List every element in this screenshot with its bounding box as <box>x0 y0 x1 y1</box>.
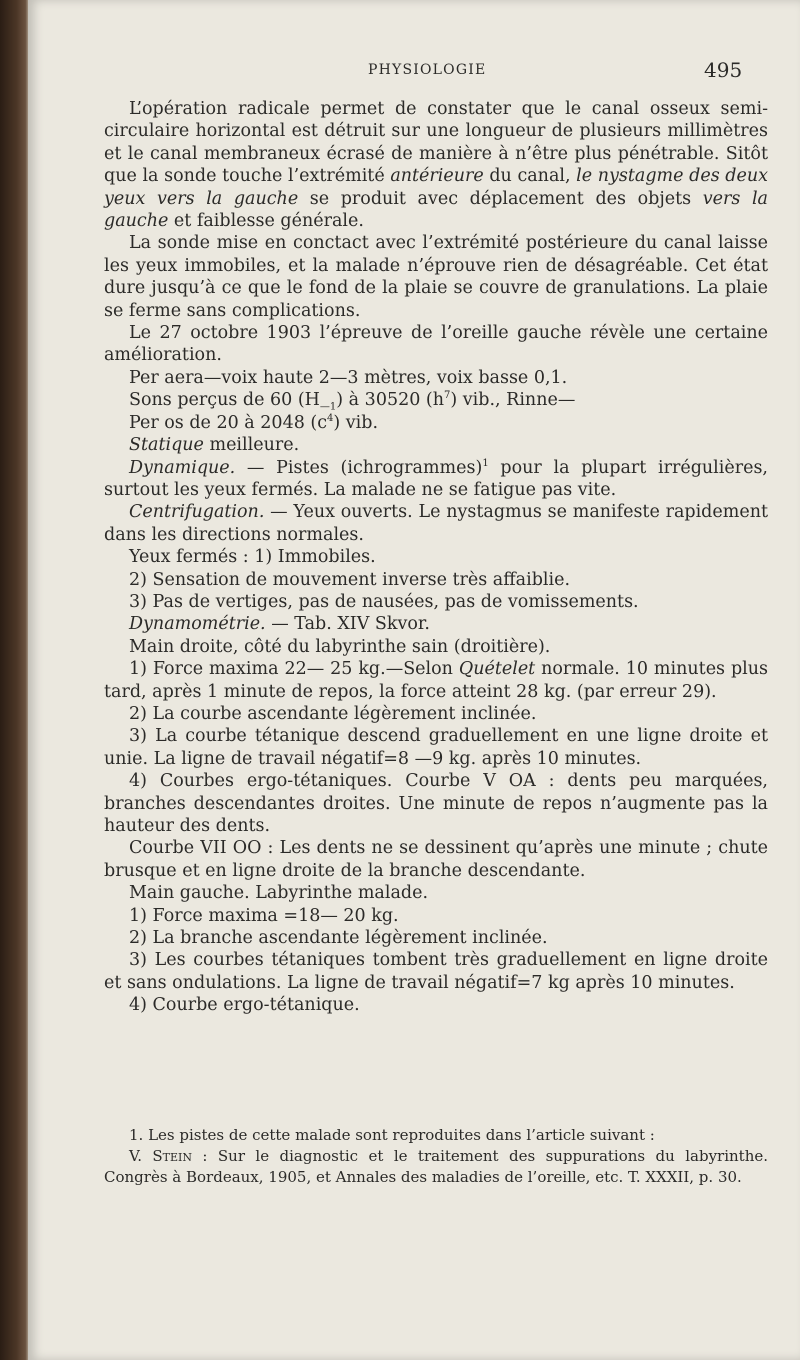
footnote-1-reference: V. Stein : Sur le diagnostic et le traitement des suppurations du labyrinthe. Congrès à Bordeaux, 1905, et Annales des maladies de l’oreille, etc. T. XXXII, p. 30. <box>104 1147 769 1187</box>
footnote-1: 1. Les pistes de cette malade sont reproduites dans l’article suivant : <box>129 1126 655 1144</box>
book-page <box>28 0 800 1360</box>
page-number: 495 <box>704 58 743 82</box>
running-title: PHYSIOLOGIE <box>368 62 487 78</box>
paragraph-sonde: La sonde mise en conctact avec l’extrémité postérieure du canal laisse les yeux immobiles, et la malade n’éprouve rien de désagréable. Cet état dure jusqu’à ce que le fond de la plaie se couvre de granulations. La plaie se ferme sans complications. <box>104 233 768 321</box>
footnote-author: V. Stein <box>129 1147 193 1166</box>
line-main-gauche: Main gauche. Labyrinthe malade. <box>129 883 429 904</box>
paragraph-operation: L’opération radicale permet de constater que le canal osseux semi-circulaire horizontal est détruit sur une longueur de plusieurs millimètres et le canal membraneux écrasé de manière à n’être plus pénétrable. Sitôt que la sonde touche l’extrémité antérieure du canal, le nystagme des deux yeux vers la gauche se produit avec déplacement des objets vers la gauche et faiblesse générale. <box>104 99 768 232</box>
paragraph-dynamique: Dynamique. — Pistes (ichrogrammes)$^1$ pour la plupart irrégulières, surtout les yeux fermés. La malade ne se fatigue pas vite. <box>104 457 768 500</box>
line-yeux-fermes: Yeux fermés : 1) Immobiles. <box>129 547 376 568</box>
line-pas-de-vertiges: 3) Pas de vertiges, pas de nausées, pas de vomissements. <box>129 591 639 612</box>
paragraph-courbe-tetanique: 3) La courbe tétanique descend graduellement en une ligne droite et unie. La ligne de travail négatif=8 —9 kg. après 10 minutes. <box>104 726 768 769</box>
line-statique: Statique meilleure. <box>129 435 300 456</box>
paragraph-courbes-tetaniques-gauche: 3) Les courbes tétaniques tombent très graduellement en ligne droite et sans ondulations. La ligne de travail négatif=7 kg après 10 minutes. <box>104 950 768 993</box>
body-text <box>104 98 768 1017</box>
emphasis-nystagme: le nystagme des deux yeux vers la gauche <box>104 166 768 209</box>
paragraph-centrifugation: Centrifugation. — Yeux ouverts. Le nystagmus se manifeste rapidement dans les directions normales. <box>104 502 768 545</box>
line-branche-ascendante: 2) La branche ascendante légèrement inclinée. <box>129 928 548 949</box>
footnotes <box>104 1125 768 1189</box>
line-per-os: Per os de 20 à 2048 $(c^4)$ vib. <box>129 412 379 433</box>
book-spine-edge <box>0 0 30 1360</box>
line-dynamometrie: Dynamométrie. — Tab. XIV Skvor. <box>129 614 430 635</box>
line-sons-percus: Sons perçus de 60 $(H_{—1})$ à 30520 $(h^7)$ vib., Rinne— <box>129 390 576 413</box>
footnote-ref: 1 <box>482 457 489 469</box>
line-main-droite: Main droite, côté du labyrinthe sain (droitière). <box>129 636 551 657</box>
paragraph-courbes-ergo-tetaniques: 4) Courbes ergo-tétaniques. Courbe V OA : dents peu marquées, branches descendantes droites. Une minute de repos n’augmente pas la hauteur des dents. <box>104 771 768 836</box>
line-courbe-ascendante: 2) La courbe ascendante légèrement inclinée. <box>129 703 537 724</box>
paragraph-courbe-vii: Courbe VII OO : Les dents ne se dessinent qu’après une minute ; chute brusque et en ligne droite de la branche descendante. <box>104 838 768 881</box>
line-sensation: 2) Sensation de mouvement inverse très affaiblie. <box>129 569 571 590</box>
emphasis-anterieure: antérieure <box>390 166 484 187</box>
line-force-maxima-gauche: 1) Force maxima =18— 20 kg. <box>129 905 399 926</box>
line-per-aera: Per aera—voix haute 2—3 mètres, voix basse 0,1. <box>129 367 568 388</box>
paragraph-27-octobre: Le 27 octobre 1903 l’épreuve de l’oreille gauche révèle une certaine amélioration. <box>104 323 768 366</box>
paragraph-force-maxima-droite: 1) Force maxima 22— 25 kg.—Selon Quételet normale. 10 minutes plus tard, après 1 minute de repos, la force atteint 28 kg. (par erreur 29). <box>104 659 769 702</box>
emphasis-vers-la-gauche: vers la gauche <box>104 188 768 232</box>
line-courbe-ergo-tetanique: 4) Courbe ergo-tétanique. <box>129 995 360 1016</box>
